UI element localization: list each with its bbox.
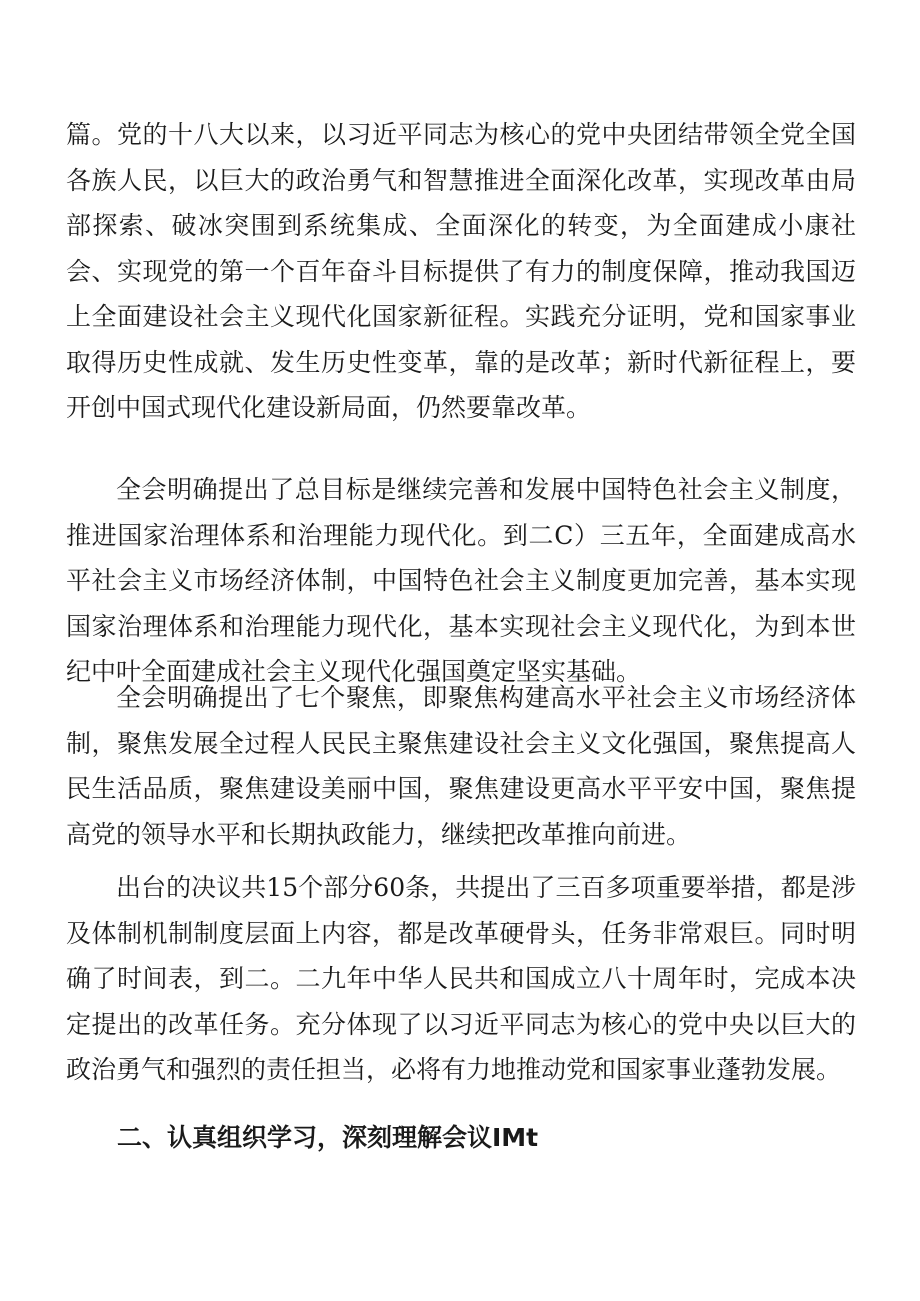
- paragraph-2: [66, 467, 856, 695]
- paragraph-2-text: 全会明确提出了总目标是继续完善和发展中国特色社会主义制度，推进国家治理体系和治理能力现代化。到二C）三五年，全面建成高水平社会主义市场经济体制，中国特色社会主义制度更加完善，基本实现国家治理体系和治理能力现代化，基本实现社会主义现代化，为到本世纪中叶全面建成社会主义现代化强国奠定坚实基础。: [66, 475, 856, 686]
- paragraph-4: [66, 865, 856, 1093]
- paragraph-3: [66, 675, 856, 857]
- paragraph-1: [66, 112, 856, 431]
- section-heading: 二、认真组织学习，深刻理解会议IMt: [117, 1123, 539, 1152]
- paragraph-3-text: 全会明确提出了七个聚焦，即聚焦构建高水平社会主义市场经济体制，聚焦发展全过程人民民主聚焦建设社会主义文化强国，聚焦提高人民生活品质，聚焦建设美丽中国，聚焦建设更高水平平安中国，聚焦提高党的领导水平和长期执政能力，继续把改革推向前进。: [66, 683, 856, 849]
- paragraph-1-text: 篇。党的十八大以来，以习近平同志为核心的党中央团结带领全党全国各族人民，以巨大的政治勇气和智慧推进全面深化改革，实现改革由局部探索、破冰突围到系统集成、全面深化的转变，为全面建成小康社会、实现党的第一个百年奋斗目标提供了有力的制度保障，推动我国迈上全面建设社会主义现代化国家新征程。实践充分证明，党和国家事业取得历史性成就、发生历史性变革，靠的是改革；新时代新征程上，要开创中国式现代化建设新局面，仍然要靠改革。: [66, 120, 856, 422]
- paragraph-4-text: 出台的决议共15个部分60条，共提出了三百多项重要举措，都是涉及体制机制制度层面上内容，都是改革硬骨头，任务非常艰巨。同时明确了时间表，到二。二九年中华人民共和国成立八十周年时，完成本决定提出的改革任务。充分体现了以习近平同志为核心的党中央以巨大的政治勇气和强烈的责任担当，必将有力地推动党和国家事业蓬勃发展。: [66, 873, 856, 1084]
